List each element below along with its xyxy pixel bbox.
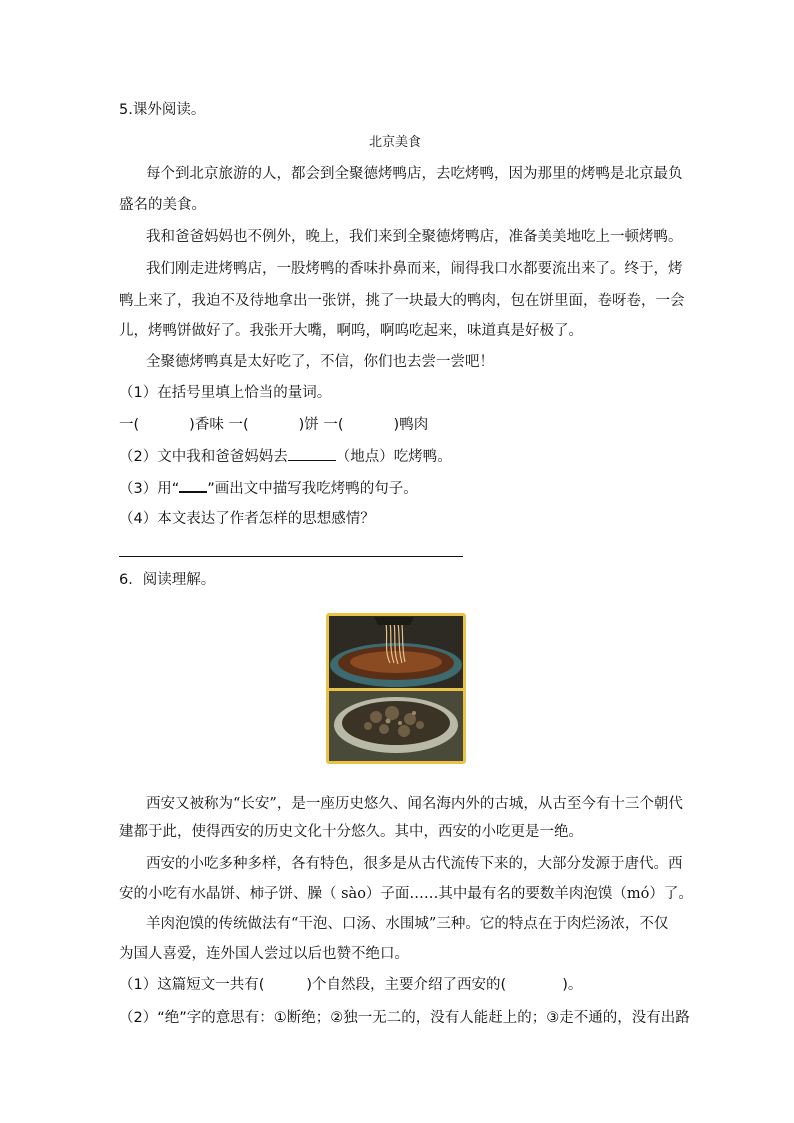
section5-p2: 我和爸爸妈妈也不例外，晚上，我们来到全聚德烤鸭店，准备美美地吃上一顿烤鸭。 bbox=[146, 229, 683, 245]
section5-q1: （1）在括号里填上恰当的量词。 bbox=[119, 385, 332, 401]
section6-q2: （2）“绝”字的意思有：①断绝；②独一无二的，没有人能赶上的；③走不通的，没有出路 bbox=[119, 1010, 690, 1026]
q4-answer-line[interactable] bbox=[119, 556, 463, 557]
section5-p1-line2: 盛名的美食。 bbox=[119, 197, 206, 213]
section5-title: 北京美食 bbox=[369, 135, 422, 150]
q3-suffix: ”画出文中描写我吃烤鸭的句子。 bbox=[207, 481, 418, 497]
section5-p1-line1: 每个到北京旅游的人，都会到全聚德烤鸭店，去吃烤鸭，因为那里的烤鸭是北京最负 bbox=[146, 166, 683, 182]
section6-p1-line1: 西安又被称为“长安”，是一座历史悠久、闻名海内外的古城，从古至今有十三个朝代 bbox=[146, 796, 683, 812]
section5-q3 bbox=[119, 478, 418, 499]
q1-item-3: )饼 一( bbox=[298, 417, 344, 433]
q2-suffix: （地点）吃烤鸭。 bbox=[335, 449, 452, 465]
section5-p4: 全聚德烤鸭真是太好吃了，不信，你们也去尝一尝吧！ bbox=[146, 354, 494, 370]
section6-p1-line2: 建都于此，使得西安的历史文化十分悠久。其中，西安的小吃更是一绝。 bbox=[119, 824, 583, 840]
q2-answer-blank[interactable] bbox=[288, 446, 336, 461]
q3-prefix: （3）用“ bbox=[119, 481, 180, 497]
q1-item-1-open: 一( bbox=[119, 417, 140, 433]
section5-q2 bbox=[119, 446, 452, 467]
s6q1-suffix: )。 bbox=[562, 977, 583, 993]
section6-heading: 6．阅读理解。 bbox=[119, 572, 216, 588]
section6-p3-line1: 羊肉泡馍的传统做法有“干泡、口汤、水围城”三种。它的特点在于肉烂汤浓，不仅 bbox=[146, 916, 669, 932]
noodle-and-paomo-image bbox=[326, 613, 466, 764]
section5-heading: 5.课外阅读。 bbox=[119, 102, 206, 118]
food-photo bbox=[326, 613, 466, 764]
q1-item-2: )香味 一( bbox=[189, 417, 249, 433]
q3-underline-sample bbox=[179, 478, 207, 493]
section6-q1 bbox=[119, 975, 582, 995]
section5-p3-line2: 鸭上来了，我迫不及待地拿出一张饼，挑了一块最大的鸭肉，包在饼里面，卷呀卷，一会 bbox=[119, 293, 685, 309]
q2-prefix: （2）文中我和爸爸妈妈去 bbox=[119, 449, 288, 465]
section6-p3-line2: 为国人喜爱，连外国人尝过以后也赞不绝口。 bbox=[119, 946, 409, 962]
section6-p2-line2: 安的小吃有水晶饼、柿子饼、臊（ sào）子面……其中最有名的要数羊肉泡馍（mó）了。 bbox=[119, 886, 693, 902]
section6-p2-line1: 西安的小吃多种多样，各有特色，很多是从古代流传下来的，大部分发源于唐代。西 bbox=[146, 856, 683, 872]
s6q1-prefix: （1）这篇短文一共有( bbox=[119, 977, 265, 993]
section5-q1-items bbox=[119, 415, 428, 435]
section5-p3-line3: 儿，烤鸭饼做好了。我张开大嘴，啊呜，啊呜吃起来，味道真是好极了。 bbox=[119, 323, 583, 339]
s6q1-middle: )个自然段，主要介绍了西安的( bbox=[306, 977, 507, 993]
q1-item-4: )鸭肉 bbox=[393, 417, 429, 433]
section5-p3-line1: 我们刚走进烤鸭店，一股烤鸭的香味扑鼻而来，闹得我口水都要流出来了。终于，烤 bbox=[146, 261, 683, 277]
section5-q4: （4）本文表达了作者怎样的思想感情？ bbox=[119, 511, 375, 527]
